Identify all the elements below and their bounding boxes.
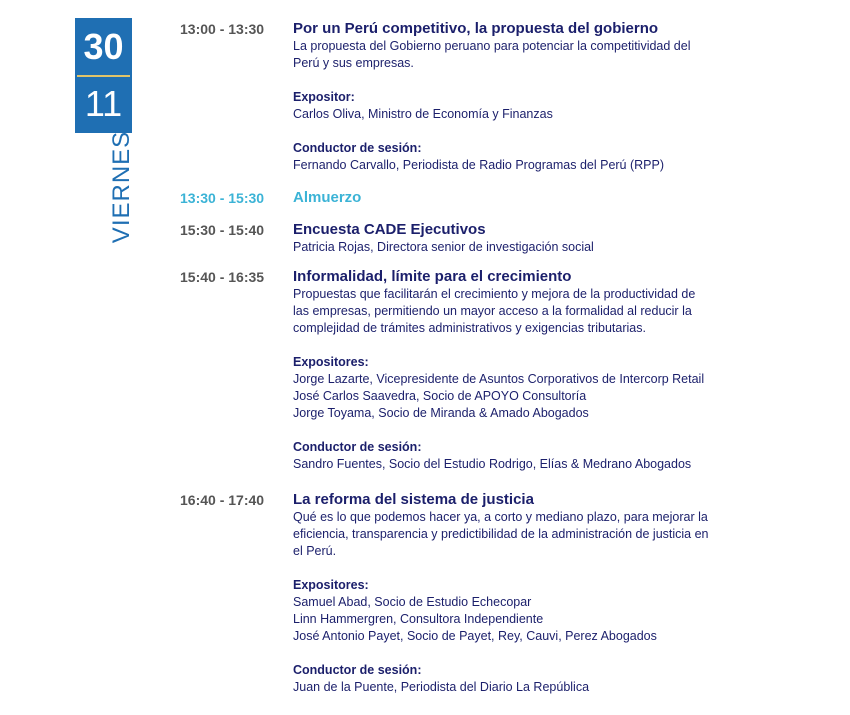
group-label: Expositores: bbox=[293, 578, 369, 592]
speaker: Linn Hammergren, Consultora Independiente bbox=[293, 612, 544, 626]
date-badge bbox=[75, 18, 132, 133]
session-content bbox=[293, 20, 773, 174]
moderator: Fernando Carvallo, Periodista de Radio Programas del Perú (RPP) bbox=[293, 158, 665, 172]
group-label: Expositores: bbox=[293, 355, 369, 369]
speaker: Samuel Abad, Socio de Estudio Echecopar bbox=[293, 595, 532, 609]
description-line: eficiencia, transparencia y predictibilidad de la administración de justicia en bbox=[293, 527, 709, 541]
speaker: José Antonio Payet, Socio de Payet, Rey, Cauvi, Perez Abogados bbox=[293, 629, 657, 643]
moderator-group bbox=[293, 662, 773, 696]
session-title: Informalidad, límite para el crecimiento bbox=[293, 268, 572, 285]
speaker-group bbox=[293, 354, 773, 422]
session-time: 13:00 - 13:30 bbox=[180, 21, 265, 37]
moderator-group bbox=[293, 140, 773, 174]
moderator: Sandro Fuentes, Socio del Estudio Rodrigo, Elías & Medrano Abogados bbox=[293, 457, 692, 471]
session-time: 16:40 - 17:40 bbox=[180, 492, 265, 508]
session-description bbox=[293, 286, 773, 337]
group-label: Expositor: bbox=[293, 90, 355, 104]
session-description bbox=[293, 239, 773, 256]
speaker: Jorge Lazarte, Vicepresidente de Asuntos Corporativos de Intercorp Retail bbox=[293, 372, 705, 386]
session-content bbox=[293, 491, 773, 696]
session-content bbox=[293, 221, 773, 256]
session-title: Por un Perú competitivo, la propuesta del gobierno bbox=[293, 20, 659, 37]
session-title: Almuerzo bbox=[293, 189, 362, 206]
speaker: José Carlos Saavedra, Socio de APOYO Consultoría bbox=[293, 389, 587, 403]
session-description bbox=[293, 38, 773, 72]
group-label: Conductor de sesión: bbox=[293, 663, 422, 677]
session-description bbox=[293, 509, 773, 560]
session-content bbox=[293, 268, 773, 473]
session-time: 15:30 - 15:40 bbox=[180, 222, 265, 238]
date-day: 30 bbox=[83, 26, 124, 67]
session-content bbox=[293, 189, 773, 207]
description-line: Qué es lo que podemos hacer ya, a corto y mediano plazo, para mejorar la bbox=[293, 510, 708, 524]
speaker-group bbox=[293, 89, 773, 123]
group-label: Conductor de sesión: bbox=[293, 141, 422, 155]
description-line: Propuestas que facilitarán el crecimiento y mejora de la productividad de bbox=[293, 287, 696, 301]
session-title: La reforma del sistema de justicia bbox=[293, 491, 534, 508]
group-label: Conductor de sesión: bbox=[293, 440, 422, 454]
weekday-label: VIERNES bbox=[108, 130, 135, 244]
date-month: 11 bbox=[84, 83, 123, 124]
session-title: Encuesta CADE Ejecutivos bbox=[293, 221, 486, 238]
date-divider bbox=[77, 75, 130, 77]
speaker: Carlos Oliva, Ministro de Economía y Finanzas bbox=[293, 107, 553, 121]
description-line: La propuesta del Gobierno peruano para potenciar la competitividad del bbox=[293, 39, 691, 53]
description-line: el Perú. bbox=[293, 544, 337, 558]
moderator: Juan de la Puente, Periodista del Diario La República bbox=[293, 680, 590, 694]
session-time: 15:40 - 16:35 bbox=[180, 269, 265, 285]
description-line: Patricia Rojas, Directora senior de investigación social bbox=[293, 240, 594, 254]
session-time: 13:30 - 15:30 bbox=[180, 190, 265, 206]
description-line: Perú y sus empresas. bbox=[293, 56, 414, 70]
description-line: las empresas, permitiendo un mayor acceso a la formalidad al reducir la bbox=[293, 304, 692, 318]
description-line: complejidad de trámites administrativos y exigencias tributarias. bbox=[293, 321, 646, 335]
moderator-group bbox=[293, 439, 773, 473]
speaker-group bbox=[293, 577, 773, 645]
speaker: Jorge Toyama, Socio de Miranda & Amado Abogados bbox=[293, 406, 589, 420]
